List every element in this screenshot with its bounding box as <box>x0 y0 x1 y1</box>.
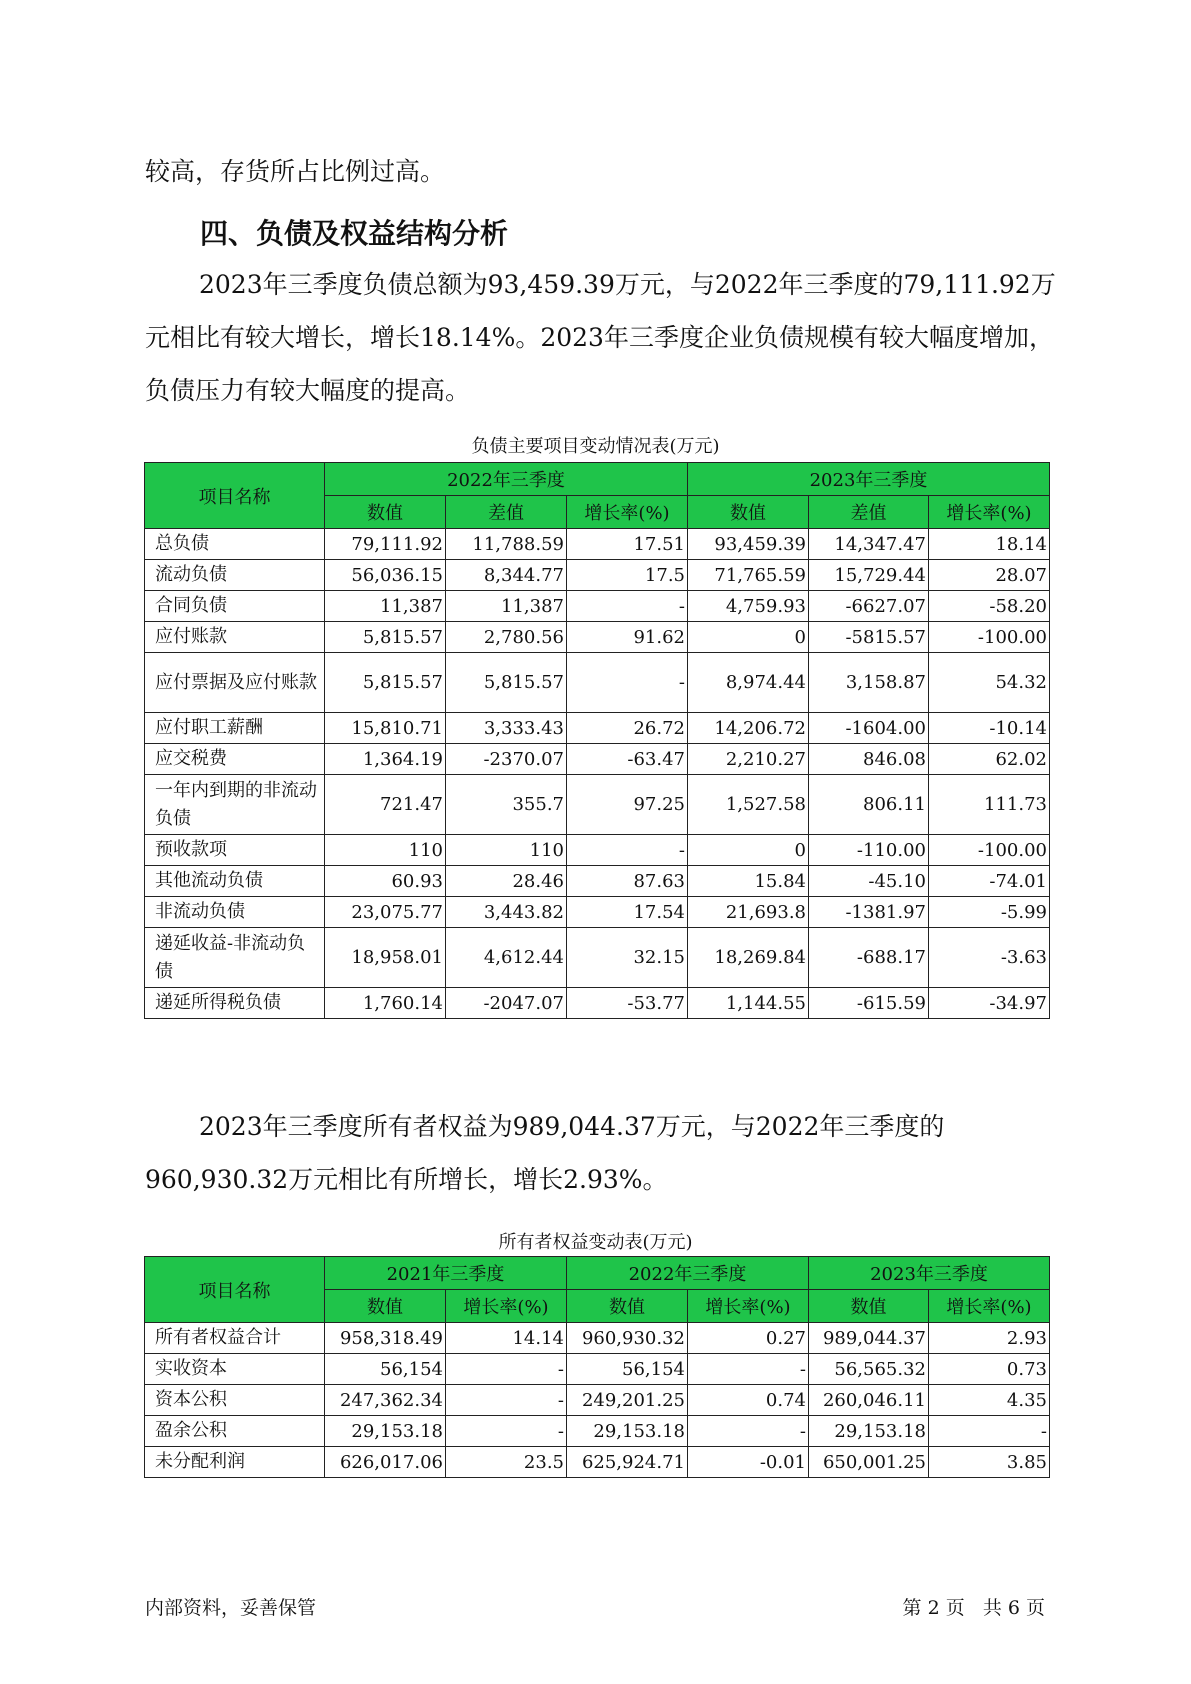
table-cell: -615.59 <box>809 988 929 1019</box>
table-cell: -74.01 <box>929 866 1050 897</box>
table-cell: 0 <box>688 835 809 866</box>
row-label: 预收款项 <box>145 835 325 866</box>
table-cell: 28.46 <box>446 866 567 897</box>
table-cell: 5,815.57 <box>325 622 446 653</box>
row-label: 递延所得税负债 <box>145 988 325 1019</box>
table-cell: -5815.57 <box>809 622 929 653</box>
row-label: 应付账款 <box>145 622 325 653</box>
table-cell: 15,729.44 <box>809 560 929 591</box>
table-cell: -0.01 <box>688 1447 809 1478</box>
table-cell: -6627.07 <box>809 591 929 622</box>
table-cell: 93,459.39 <box>688 529 809 560</box>
table-cell: 0.73 <box>929 1354 1050 1385</box>
table-cell: 625,924.71 <box>567 1447 688 1478</box>
table-cell: 17.51 <box>567 529 688 560</box>
sub-header-value: 数值 <box>809 1290 929 1323</box>
table-cell: 260,046.11 <box>809 1385 929 1416</box>
table-cell: -688.17 <box>809 928 929 988</box>
table-row <box>145 1416 1050 1447</box>
table-cell: 4,759.93 <box>688 591 809 622</box>
table-cell: 28.07 <box>929 560 1050 591</box>
item-name-header: 项目名称 <box>145 1257 325 1323</box>
table-cell: -1381.97 <box>809 897 929 928</box>
table-row <box>145 928 1050 988</box>
table-cell: -100.00 <box>929 835 1050 866</box>
table-row <box>145 1323 1050 1354</box>
sub-header-growth-rate: 增长率(%) <box>446 1290 567 1323</box>
row-label: 递延收益-非流动负债 <box>145 928 325 988</box>
table-cell: 4.35 <box>929 1385 1050 1416</box>
table-cell: 11,387 <box>325 591 446 622</box>
sub-header-growth-rate: 增长率(%) <box>929 496 1050 529</box>
table-cell: - <box>446 1354 567 1385</box>
table-cell: 71,765.59 <box>688 560 809 591</box>
equity-paragraph: 2023年三季度所有者权益为989,044.37万元，与2022年三季度的960,930.32万元相比有所增长，增长2.93%。 <box>145 1112 945 1194</box>
table-cell: 56,565.32 <box>809 1354 929 1385</box>
table-cell: 721.47 <box>325 775 446 835</box>
table-cell: -10.14 <box>929 713 1050 744</box>
table-cell: 15,810.71 <box>325 713 446 744</box>
table-row <box>145 1385 1050 1416</box>
table-cell: 11,387 <box>446 591 567 622</box>
table-cell: 2,780.56 <box>446 622 567 653</box>
table-cell: 56,154 <box>567 1354 688 1385</box>
table-row <box>145 775 1050 835</box>
table-cell: 110 <box>325 835 446 866</box>
sub-header-difference: 差值 <box>446 496 567 529</box>
table-cell: - <box>688 1416 809 1447</box>
table-cell: 87.63 <box>567 866 688 897</box>
table-row <box>145 713 1050 744</box>
table-cell: 8,344.77 <box>446 560 567 591</box>
table-cell: -34.97 <box>929 988 1050 1019</box>
table-cell: - <box>446 1416 567 1447</box>
table-cell: 97.25 <box>567 775 688 835</box>
table-cell: 14.14 <box>446 1323 567 1354</box>
period-header-2023: 2023年三季度 <box>688 463 1050 496</box>
table-cell: 11,788.59 <box>446 529 567 560</box>
table-cell: 62.02 <box>929 744 1050 775</box>
table-cell: 4,612.44 <box>446 928 567 988</box>
table-row <box>145 1354 1050 1385</box>
table-row <box>145 835 1050 866</box>
table-cell: -53.77 <box>567 988 688 1019</box>
table-cell: -58.20 <box>929 591 1050 622</box>
row-label: 其他流动负债 <box>145 866 325 897</box>
table-row <box>145 988 1050 1019</box>
table-cell: 17.54 <box>567 897 688 928</box>
table-cell: 32.15 <box>567 928 688 988</box>
sub-header-value: 数值 <box>567 1290 688 1323</box>
table-row <box>145 1447 1050 1478</box>
period-header-2022: 2022年三季度 <box>567 1257 809 1290</box>
row-label: 盈余公积 <box>145 1416 325 1447</box>
table-cell: 21,693.8 <box>688 897 809 928</box>
table-row <box>145 653 1050 713</box>
item-name-header: 项目名称 <box>145 463 325 529</box>
row-label: 应付票据及应付账款 <box>145 653 325 713</box>
table-cell: -2370.07 <box>446 744 567 775</box>
sub-header-growth-rate: 增长率(%) <box>688 1290 809 1323</box>
table-cell: 2,210.27 <box>688 744 809 775</box>
intro-tail-text: 较高，存货所占比例过高。 <box>145 157 446 186</box>
period-header-2021: 2021年三季度 <box>325 1257 567 1290</box>
table-cell: 1,364.19 <box>325 744 446 775</box>
sub-header-value: 数值 <box>325 1290 446 1323</box>
table-cell: 17.5 <box>567 560 688 591</box>
row-label: 应付职工薪酬 <box>145 713 325 744</box>
table-cell: 54.32 <box>929 653 1050 713</box>
table-cell: 0 <box>688 622 809 653</box>
table-cell: 0.74 <box>688 1385 809 1416</box>
table-cell: 5,815.57 <box>446 653 567 713</box>
equity-table <box>144 1256 1050 1478</box>
table-cell: 958,318.49 <box>325 1323 446 1354</box>
table-cell: 3,333.43 <box>446 713 567 744</box>
table-cell: -45.10 <box>809 866 929 897</box>
liability-table <box>144 462 1050 1019</box>
table-cell: 960,930.32 <box>567 1323 688 1354</box>
table-cell: 355.7 <box>446 775 567 835</box>
table-cell: -110.00 <box>809 835 929 866</box>
table-cell: 14,206.72 <box>688 713 809 744</box>
table-cell: - <box>567 653 688 713</box>
table-cell: 29,153.18 <box>809 1416 929 1447</box>
row-label: 实收资本 <box>145 1354 325 1385</box>
table-cell: - <box>446 1385 567 1416</box>
table-cell: 56,154 <box>325 1354 446 1385</box>
row-label: 非流动负债 <box>145 897 325 928</box>
table-cell: 626,017.06 <box>325 1447 446 1478</box>
table-cell: -2047.07 <box>446 988 567 1019</box>
table-cell: 3,443.82 <box>446 897 567 928</box>
sub-header-growth-rate: 增长率(%) <box>929 1290 1050 1323</box>
table-cell: -63.47 <box>567 744 688 775</box>
sub-header-value: 数值 <box>688 496 809 529</box>
table-cell: 23,075.77 <box>325 897 446 928</box>
row-label: 总负债 <box>145 529 325 560</box>
table-cell: - <box>567 835 688 866</box>
table-cell: - <box>688 1354 809 1385</box>
table-cell: 18.14 <box>929 529 1050 560</box>
table-cell: 846.08 <box>809 744 929 775</box>
table-cell: 79,111.92 <box>325 529 446 560</box>
table-cell: 1,760.14 <box>325 988 446 1019</box>
equity-table-caption: 所有者权益变动表(万元) <box>498 1232 693 1253</box>
equity-table-body <box>145 1323 1050 1478</box>
table-cell: 18,269.84 <box>688 928 809 988</box>
table-cell: 26.72 <box>567 713 688 744</box>
row-label: 合同负债 <box>145 591 325 622</box>
table-cell: 3,158.87 <box>809 653 929 713</box>
table-cell: 1,144.55 <box>688 988 809 1019</box>
row-label: 资本公积 <box>145 1385 325 1416</box>
table-cell: - <box>567 591 688 622</box>
table-cell: 14,347.47 <box>809 529 929 560</box>
table-cell: 5,815.57 <box>325 653 446 713</box>
table-cell: 60.93 <box>325 866 446 897</box>
table-cell: -100.00 <box>929 622 1050 653</box>
footer-confidential-note: 内部资料，妥善保管 <box>145 1597 317 1619</box>
table-cell: 23.5 <box>446 1447 567 1478</box>
row-label: 未分配利润 <box>145 1447 325 1478</box>
table-cell: 8,974.44 <box>688 653 809 713</box>
table-cell: 110 <box>446 835 567 866</box>
table-cell: 650,001.25 <box>809 1447 929 1478</box>
period-header-2022: 2022年三季度 <box>325 463 688 496</box>
table-row <box>145 529 1050 560</box>
row-label: 一年内到期的非流动负债 <box>145 775 325 835</box>
table-cell: 2.93 <box>929 1323 1050 1354</box>
row-label: 应交税费 <box>145 744 325 775</box>
table-cell: 249,201.25 <box>567 1385 688 1416</box>
table-cell: 111.73 <box>929 775 1050 835</box>
table-row <box>145 622 1050 653</box>
table-cell: -5.99 <box>929 897 1050 928</box>
table-cell: -3.63 <box>929 928 1050 988</box>
table-cell: 29,153.18 <box>567 1416 688 1447</box>
table-cell: 806.11 <box>809 775 929 835</box>
table-cell: 18,958.01 <box>325 928 446 988</box>
table-row <box>145 866 1050 897</box>
row-label: 流动负债 <box>145 560 325 591</box>
sub-header-growth-rate: 增长率(%) <box>567 496 688 529</box>
table-cell: 91.62 <box>567 622 688 653</box>
sub-header-difference: 差值 <box>809 496 929 529</box>
table-cell: 56,036.15 <box>325 560 446 591</box>
table-row <box>145 897 1050 928</box>
table-cell: - <box>929 1416 1050 1447</box>
row-label: 所有者权益合计 <box>145 1323 325 1354</box>
table-row <box>145 744 1050 775</box>
table-cell: 1,527.58 <box>688 775 809 835</box>
table-row <box>145 591 1050 622</box>
liability-table-caption: 负债主要项目变动情况表(万元) <box>471 436 720 457</box>
table-cell: -1604.00 <box>809 713 929 744</box>
table-row <box>145 560 1050 591</box>
table-cell: 15.84 <box>688 866 809 897</box>
liability-table-body <box>145 529 1050 1019</box>
period-header-2023: 2023年三季度 <box>809 1257 1050 1290</box>
table-cell: 3.85 <box>929 1447 1050 1478</box>
section-heading: 四、负债及权益结构分析 <box>200 217 509 250</box>
liability-paragraph: 2023年三季度负债总额为93,459.39万元，与2022年三季度的79,111.92万元相比有较大增长，增长18.14%。2023年三季度企业负债规模有较大幅度增加，负债压力有较大幅度的提高。 <box>145 270 1056 405</box>
table-cell: 29,153.18 <box>325 1416 446 1447</box>
sub-header-value: 数值 <box>325 496 446 529</box>
footer-page-number: 第 2 页 共 6 页 <box>902 1597 1045 1619</box>
table-cell: 989,044.37 <box>809 1323 929 1354</box>
table-cell: 0.27 <box>688 1323 809 1354</box>
table-cell: 247,362.34 <box>325 1385 446 1416</box>
